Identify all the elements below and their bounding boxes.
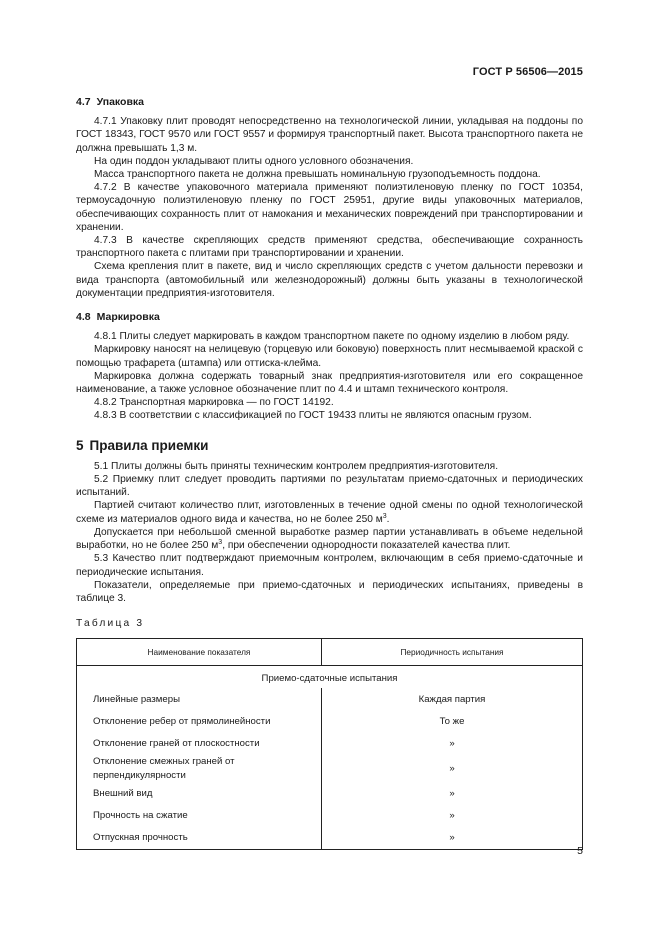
table-row	[77, 783, 583, 805]
paragraph: Показатели, определяемые при приемо-сдаточных и периодических испытаниях, приведены в таблице 3.	[76, 579, 583, 604]
indicator-name: Отклонение смежных граней от перпендикулярности	[77, 754, 322, 782]
paragraph: Масса транспортного пакета не должна превышать номинальную грузоподъемность поддона.	[94, 169, 541, 181]
paragraph-text: Партией считают количество плит, изготовленных в течение одной смены по одной технологической схеме из материалов одного вида и качества, но не более 250 м	[76, 500, 583, 525]
test-frequency: Каждая партия	[322, 688, 583, 710]
table-row	[77, 805, 583, 827]
section-number: 4.7	[76, 96, 91, 108]
table-group-title: Приемо-сдаточные испытания	[77, 666, 583, 689]
paragraph: 5.2 Приемку плит следует проводить партиями по результатам приемо-сдаточных и периодических испытаний.	[76, 474, 583, 499]
paragraph: 5.1 Плиты должны быть приняты техническим контролем предприятия-изготовителя.	[94, 460, 499, 472]
paragraph: 4.7.3 В качестве скрепляющих средств применяют средства, обеспечивающие сохранность транспортного пакета с плитами при транспортировании и хранении.	[76, 235, 583, 260]
paragraph-text: .	[386, 513, 390, 525]
paragraph	[76, 526, 583, 552]
paragraph: 5.3 Качество плит подтверждают приемочным контролем, включающим в себя приемо-сдаточные и периодические испытания.	[76, 553, 583, 578]
section-number: 4.8	[76, 311, 91, 324]
test-frequency: »	[322, 805, 583, 827]
section-title: Маркировка	[96, 311, 160, 324]
paragraph: Маркировка должна содержать товарный знак предприятия-изготовителя или его сокращенное наименование, а также условное обозначение плит по 4.4 и штамп технического контроля.	[76, 370, 583, 396]
paragraph-text: Допускается при небольшой сменной выработке размер партии устанавливать в объеме недельной выработки, но не более 250 м	[76, 526, 583, 552]
test-frequency: »	[322, 827, 583, 850]
table-caption: Таблица 3	[76, 618, 145, 630]
paragraph: 4.7.2 В качестве упаковочного материала применяют полиэтиленовую пленку по ГОСТ 10354, термоусадочную полиэтиленовую пленку по ГОСТ 25951, другие виды упаковочных материалов, обеспечивающих сохранность плит от намокания и механических повреждений при транспортировании и хранении.	[76, 182, 583, 233]
section-number: 5	[76, 437, 84, 453]
indicator-name: Внешний вид	[77, 783, 322, 805]
document-code: ГОСТ Р 56506—2015	[472, 66, 583, 78]
table-group-row	[77, 666, 583, 689]
table-3	[76, 638, 583, 849]
page-number: 5	[577, 845, 583, 857]
paragraph	[76, 499, 583, 525]
table-row	[77, 710, 583, 732]
paragraph-text: , при обеспечении однородности показателей качества плит.	[222, 540, 511, 552]
test-frequency: »	[322, 754, 583, 782]
table-header-row	[77, 639, 583, 666]
paragraph: На один поддон укладывают плиты одного условного обозначения.	[94, 155, 414, 167]
indicator-name: Прочность на сжатие	[77, 805, 322, 827]
section-heading-4-7	[76, 96, 583, 109]
paragraph: 4.8.1 Плиты следует маркировать в каждом транспортном пакете по одному изделию в любом ряду.	[94, 331, 570, 343]
indicator-name: Отклонение ребер от прямолинейности	[77, 710, 322, 732]
paragraph: 4.7.1 Упаковку плит проводят непосредственно на технологической линии, укладывая на поддоны по ГОСТ 18343, ГОСТ 9570 или ГОСТ 9557 и формируя транспортный пакет. Высота транспортного пакета не должна превышать 1,3 м.	[76, 116, 583, 154]
table-row	[77, 688, 583, 710]
indicator-name: Отпускная прочность	[77, 827, 322, 850]
section-heading-5	[76, 439, 583, 452]
section-heading-4-8	[76, 311, 583, 324]
column-header: Наименование показателя	[77, 639, 322, 666]
column-header: Периодичность испытания	[322, 639, 583, 666]
paragraph: Маркировку наносят на нелицевую (торцевую или боковую) поверхность плит несмываемой краской с помощью трафарета (штампа) или оттиска-клейма.	[76, 344, 583, 369]
test-frequency: »	[322, 783, 583, 805]
indicator-name: Отклонение граней от плоскостности	[77, 732, 322, 754]
paragraph: Схема крепления плит в пакете, вид и число скрепляющих средств с учетом дальности перевозки и вида транспорта (автомобильный или железнодорожный) должны быть указаны в технологической документации предприятия-изготовителя.	[76, 261, 583, 299]
table-row	[77, 827, 583, 850]
superscript: 3	[218, 539, 223, 547]
paragraph: 4.8.2 Транспортная маркировка — по ГОСТ 14192.	[94, 397, 334, 409]
table-row	[77, 732, 583, 754]
document-body	[76, 96, 583, 850]
superscript: 3	[382, 512, 387, 520]
table-row	[77, 754, 583, 782]
test-frequency: »	[322, 732, 583, 754]
section-title: Упаковка	[96, 96, 145, 108]
test-frequency: То же	[322, 710, 583, 732]
section-title: Правила приемки	[89, 437, 209, 453]
indicator-name: Линейные размеры	[77, 688, 322, 710]
paragraph: 4.8.3 В соответствии с классификацией по ГОСТ 19433 плиты не являются опасным грузом.	[94, 410, 532, 422]
